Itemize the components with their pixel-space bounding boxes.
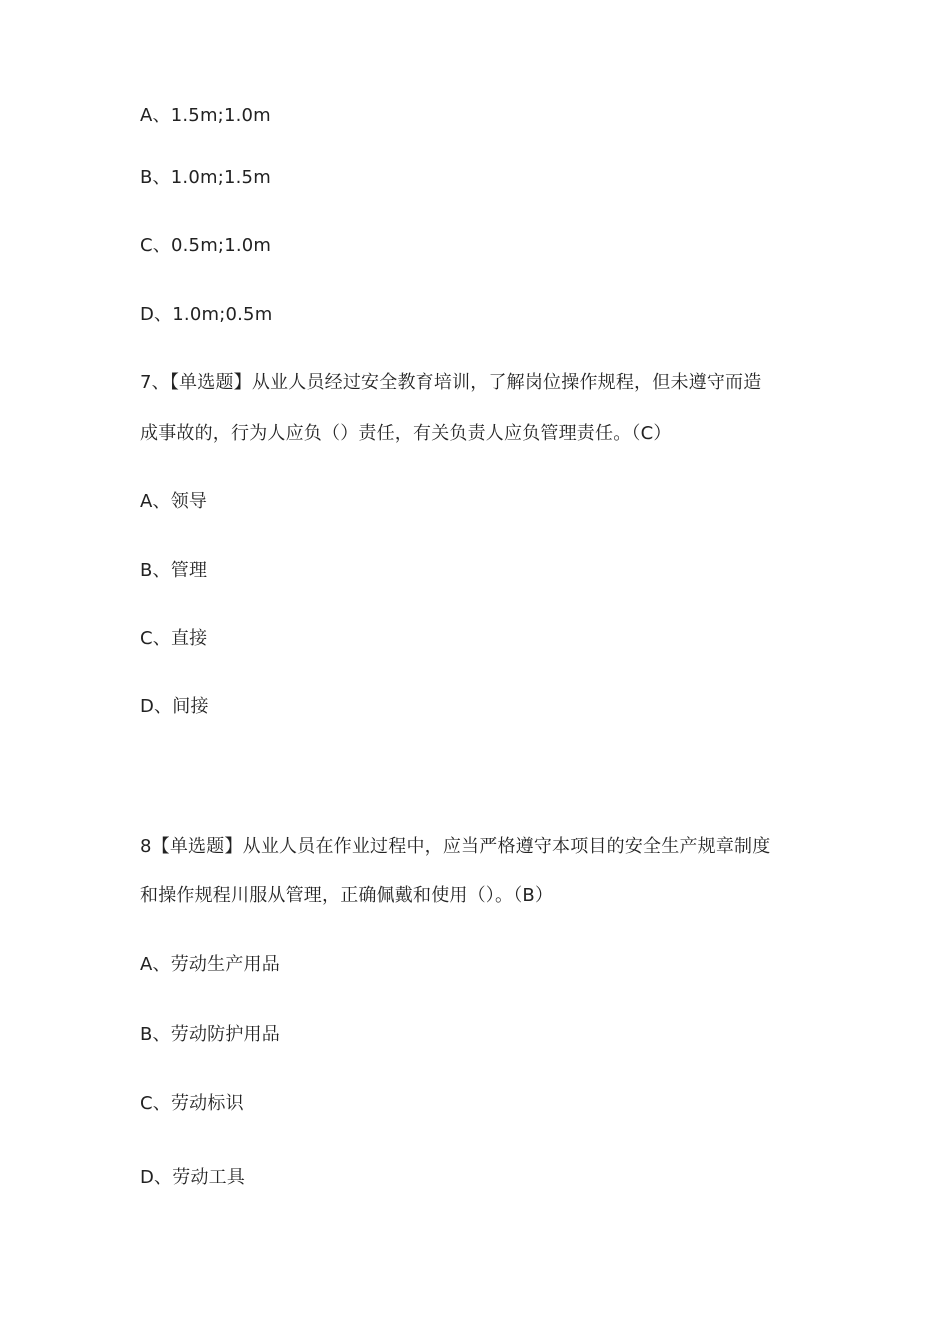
q8-option-c: C、劳动标识 bbox=[140, 1093, 244, 1114]
q7-option-a: A、领导 bbox=[140, 491, 208, 512]
q8-option-d: D、劳动工具 bbox=[140, 1167, 246, 1188]
q8-stem-line1: 8【单选题】从业人员在作业过程中，应当严格遵守本项目的安全生产规章制度 bbox=[140, 836, 771, 857]
q7-option-c: C、直接 bbox=[140, 628, 208, 649]
q6-option-b: B、1.0m;1.5m bbox=[140, 167, 271, 188]
q6-option-c: C、0.5m;1.0m bbox=[140, 235, 272, 256]
q7-option-d: D、间接 bbox=[140, 696, 209, 717]
q7-stem-line2: 成事故的，行为人应负（）责任，有关负责人应负管理责任。（C） bbox=[140, 423, 672, 444]
q8-stem-line2: 和操作规程川服从管理，正确佩戴和使用（）。（B） bbox=[140, 885, 554, 906]
q6-option-d: D、1.0m;0.5m bbox=[140, 304, 273, 325]
q7-option-b: B、管理 bbox=[140, 560, 208, 581]
q8-option-a: A、劳动生产用品 bbox=[140, 954, 280, 975]
q8-option-b: B、劳动防护用品 bbox=[140, 1024, 280, 1045]
q7-stem-line1: 7、【单选题】从业人员经过安全教育培训，了解岗位操作规程，但未遵守而造 bbox=[140, 372, 762, 393]
q6-option-a: A、1.5m;1.0m bbox=[140, 105, 271, 126]
